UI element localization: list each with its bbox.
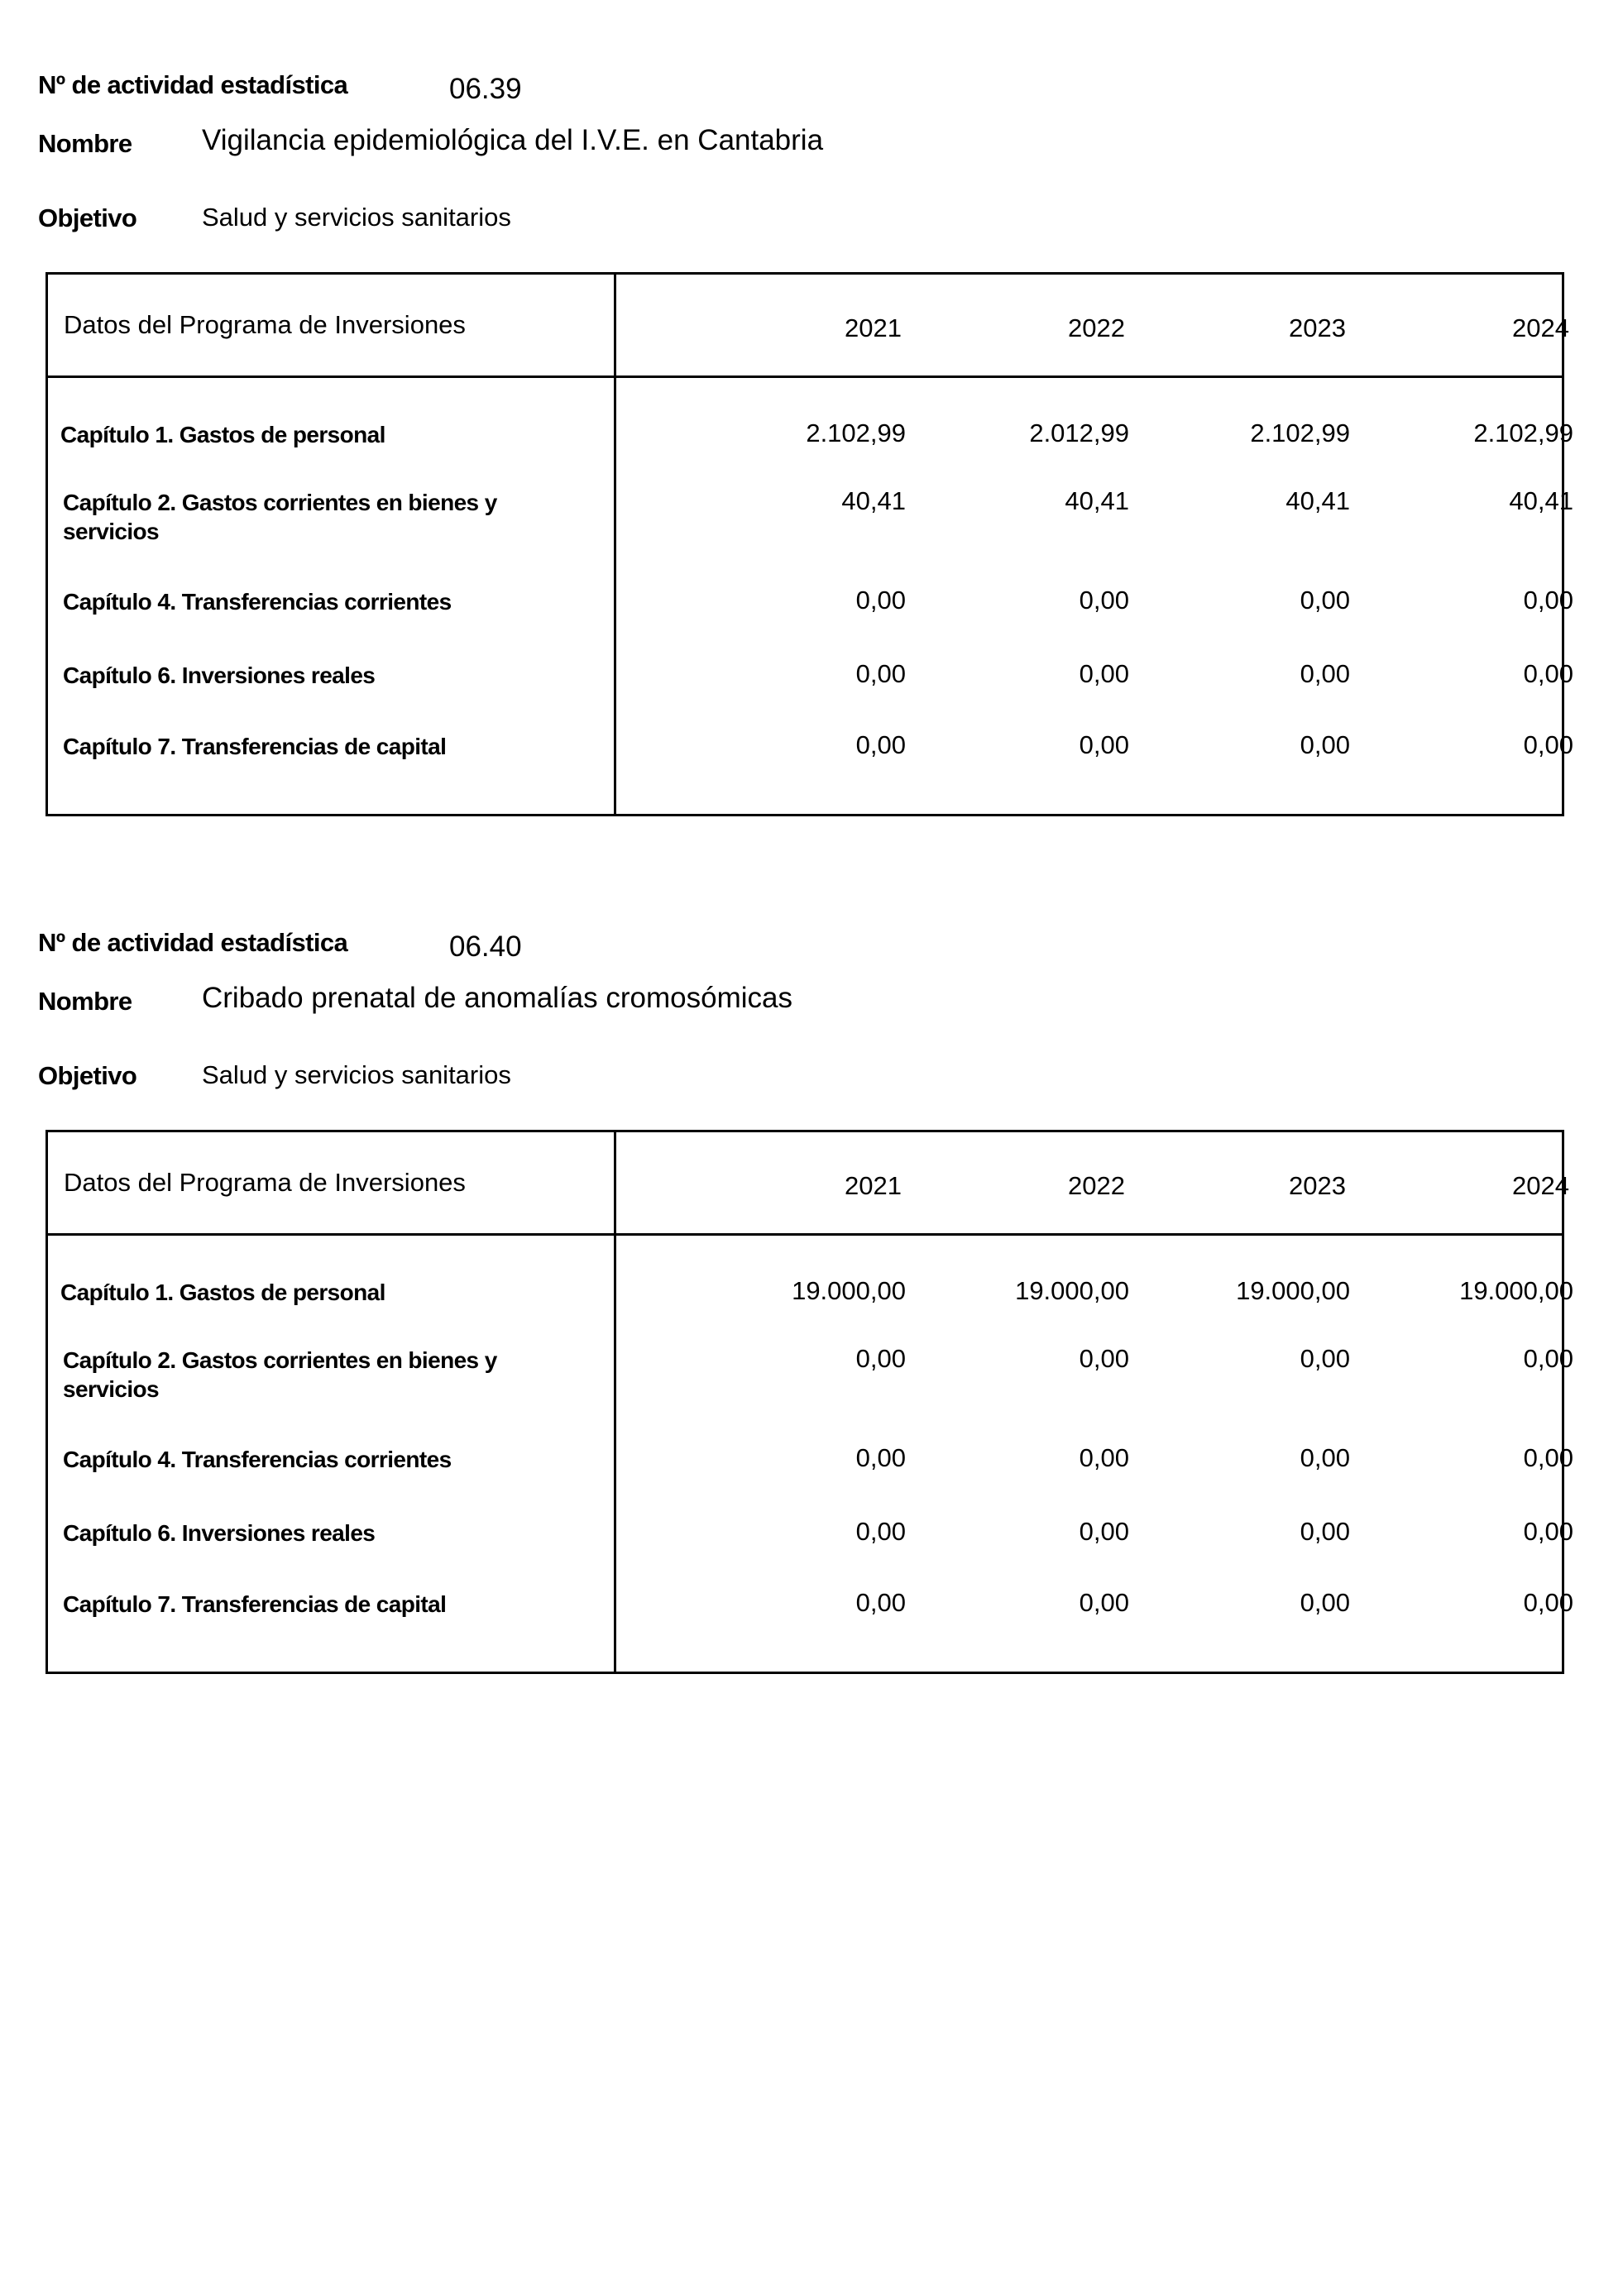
table-cell: 2.102,99 bbox=[1473, 419, 1573, 447]
row-label: Capítulo 7. Transferencias de capital bbox=[63, 1591, 447, 1617]
activity-number-value: 06.40 bbox=[449, 930, 522, 963]
year-header: 2023 bbox=[1289, 1171, 1346, 1200]
year-header: 2024 bbox=[1512, 1171, 1569, 1200]
table-cell: 0,00 bbox=[1300, 730, 1350, 759]
table-cell: 0,00 bbox=[1300, 1443, 1350, 1472]
table-cell: 0,00 bbox=[855, 1588, 906, 1617]
table-cell: 0,00 bbox=[1300, 586, 1350, 615]
activity-number-label: Nº de actividad estadística bbox=[38, 928, 348, 957]
column-divider bbox=[614, 1132, 616, 1672]
table-cell: 0,00 bbox=[1079, 1588, 1129, 1617]
row-label: Capítulo 6. Inversiones reales bbox=[63, 1520, 376, 1546]
activity-number-label: Nº de actividad estadística bbox=[38, 70, 348, 99]
row-label: Capítulo 1. Gastos de personal bbox=[60, 422, 385, 447]
table-cell: 0,00 bbox=[1079, 730, 1129, 759]
table-header-label: Datos del Programa de Inversiones bbox=[64, 1168, 466, 1197]
table-cell: 0,00 bbox=[855, 1443, 906, 1472]
table-cell: 0,00 bbox=[855, 730, 906, 759]
table-cell: 0,00 bbox=[1523, 659, 1573, 688]
table-cell: 0,00 bbox=[855, 586, 906, 615]
table-cell: 19.000,00 bbox=[1459, 1276, 1573, 1305]
header-divider bbox=[48, 1233, 1562, 1236]
table-cell: 40,41 bbox=[1509, 486, 1573, 515]
table-cell: 0,00 bbox=[1079, 659, 1129, 688]
row-label-line: servicios bbox=[63, 519, 160, 544]
row-label bbox=[63, 1346, 497, 1404]
table-cell: 0,00 bbox=[1079, 586, 1129, 615]
table-cell: 19.000,00 bbox=[1236, 1276, 1350, 1305]
table-header-label: Datos del Programa de Inversiones bbox=[64, 310, 466, 339]
table-cell: 40,41 bbox=[1065, 486, 1129, 515]
table-cell: 0,00 bbox=[1079, 1517, 1129, 1546]
table-cell: 0,00 bbox=[1523, 1344, 1573, 1373]
row-label-line: servicios bbox=[63, 1376, 160, 1402]
row-label-line: Capítulo 2. Gastos corrientes en bienes y bbox=[63, 490, 497, 515]
name-value: Cribado prenatal de anomalías cromosómicas bbox=[202, 982, 792, 1014]
table-cell: 19.000,00 bbox=[1015, 1276, 1129, 1305]
table-cell: 2.102,99 bbox=[1250, 419, 1350, 447]
table-cell: 0,00 bbox=[855, 659, 906, 688]
year-header: 2023 bbox=[1289, 313, 1346, 342]
name-value: Vigilancia epidemiológica del I.V.E. en Cantabria bbox=[202, 124, 824, 156]
objective-value: Salud y servicios sanitarios bbox=[202, 1060, 511, 1089]
table-cell: 0,00 bbox=[1300, 1344, 1350, 1373]
table-cell: 0,00 bbox=[1079, 1344, 1129, 1373]
table-cell: 19.000,00 bbox=[792, 1276, 906, 1305]
table-cell: 0,00 bbox=[1523, 1588, 1573, 1617]
column-divider bbox=[614, 275, 616, 814]
table-cell: 0,00 bbox=[855, 1517, 906, 1546]
row-label: Capítulo 1. Gastos de personal bbox=[60, 1280, 385, 1305]
table-cell: 0,00 bbox=[1079, 1443, 1129, 1472]
table-cell: 0,00 bbox=[1300, 659, 1350, 688]
table-cell: 0,00 bbox=[855, 1344, 906, 1373]
table-cell: 0,00 bbox=[1300, 1588, 1350, 1617]
objective-label: Objetivo bbox=[38, 1061, 137, 1090]
table-cell: 40,41 bbox=[1285, 486, 1350, 515]
table-cell: 40,41 bbox=[841, 486, 906, 515]
row-label bbox=[63, 488, 497, 546]
objective-label: Objetivo bbox=[38, 203, 137, 232]
year-header: 2021 bbox=[845, 313, 902, 342]
objective-value: Salud y servicios sanitarios bbox=[202, 203, 511, 232]
table-cell: 2.012,99 bbox=[1029, 419, 1129, 447]
header-divider bbox=[48, 375, 1562, 378]
row-label: Capítulo 4. Transferencias corrientes bbox=[63, 589, 452, 615]
investment-table bbox=[45, 1130, 1573, 1674]
year-header: 2022 bbox=[1068, 313, 1125, 342]
name-label: Nombre bbox=[38, 987, 132, 1016]
activity-number-value: 06.39 bbox=[449, 73, 522, 105]
row-label-line: Capítulo 2. Gastos corrientes en bienes y bbox=[63, 1347, 497, 1373]
year-header: 2024 bbox=[1512, 313, 1569, 342]
investment-table bbox=[45, 272, 1573, 816]
row-label: Capítulo 4. Transferencias corrientes bbox=[63, 1447, 452, 1472]
table-cell: 0,00 bbox=[1523, 1517, 1573, 1546]
year-header: 2022 bbox=[1068, 1171, 1125, 1200]
activity-section bbox=[0, 0, 1623, 827]
row-label: Capítulo 7. Transferencias de capital bbox=[63, 734, 447, 759]
table-cell: 0,00 bbox=[1523, 730, 1573, 759]
table-cell: 0,00 bbox=[1523, 586, 1573, 615]
year-header: 2021 bbox=[845, 1171, 902, 1200]
name-label: Nombre bbox=[38, 129, 132, 158]
table-cell: 0,00 bbox=[1523, 1443, 1573, 1472]
table-cell: 2.102,99 bbox=[806, 419, 906, 447]
table-cell: 0,00 bbox=[1300, 1517, 1350, 1546]
row-label: Capítulo 6. Inversiones reales bbox=[63, 662, 376, 688]
activity-section bbox=[0, 858, 1623, 1685]
